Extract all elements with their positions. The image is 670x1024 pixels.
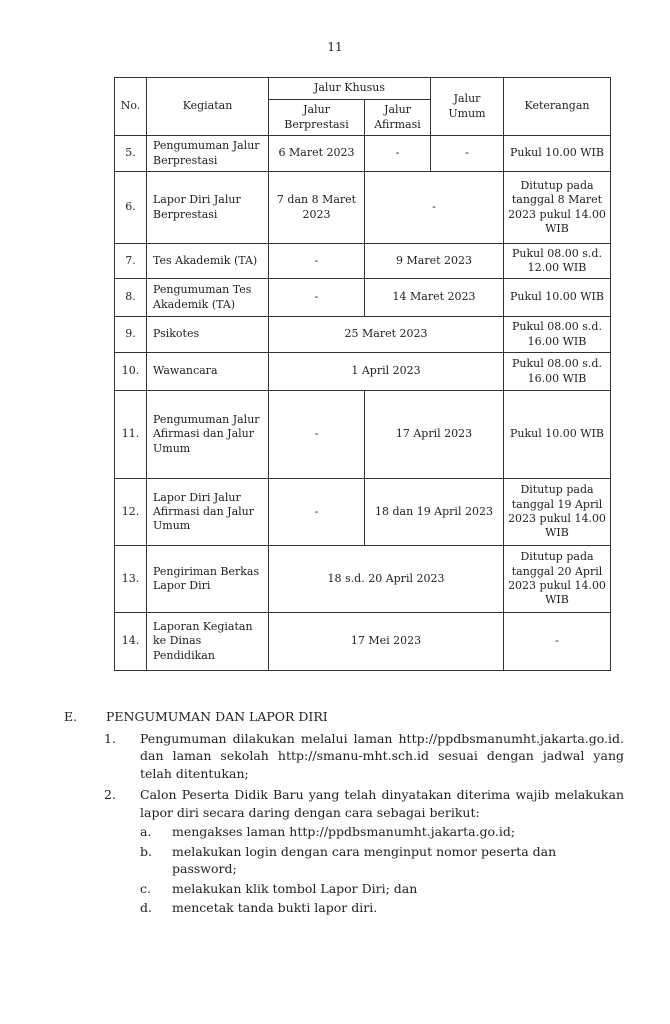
- row-no: 6.: [115, 172, 147, 244]
- row-berprestasi: -: [269, 479, 365, 546]
- table-header-row: [115, 78, 611, 100]
- row-no: 13.: [115, 546, 147, 613]
- row-afirmasi: -: [365, 136, 431, 172]
- sub-item-letter: a.: [140, 824, 152, 839]
- row-kegiatan: Pengiriman Berkas Lapor Diri: [147, 546, 269, 613]
- row-no: 10.: [115, 353, 147, 391]
- row-no: 9.: [115, 317, 147, 353]
- item-number: 2.: [104, 787, 116, 802]
- row-afirmasi-umum: 9 Maret 2023: [365, 244, 504, 279]
- row-afirmasi-umum: 18 dan 19 April 2023: [365, 479, 504, 546]
- header-jalur-umum: Jalur Umum: [431, 78, 504, 136]
- row-keterangan: Pukul 10.00 WIB: [504, 279, 611, 317]
- sub-item-letter: d.: [140, 900, 152, 915]
- row-afirmasi-umum: 17 April 2023: [365, 391, 504, 479]
- sub-item: [64, 823, 624, 841]
- header-jalur-berprestasi: Jalur Berprestasi: [269, 100, 365, 136]
- row-kegiatan: Pengumuman Tes Akademik (TA): [147, 279, 269, 317]
- row-keterangan: Ditutup pada tanggal 20 April 2023 pukul 14.00 WIB: [504, 546, 611, 613]
- row-kegiatan: Pengumuman Jalur Berprestasi: [147, 136, 269, 172]
- row-keterangan: Pukul 10.00 WIB: [504, 136, 611, 172]
- table-row: [115, 136, 611, 172]
- header-jalur-afirmasi: Jalur Afirmasi: [365, 100, 431, 136]
- item-number: 1.: [104, 730, 116, 746]
- sub-item-text: melakukan klik tombol Lapor Diri; dan: [172, 880, 418, 896]
- item-text: Calon Peserta Didik Baru yang telah dinyatakan diterima wajib melakukan lapor diri secara daring dengan cara sebagai berikut:: [140, 787, 624, 820]
- row-keterangan: Pukul 08.00 s.d. 16.00 WIB: [504, 317, 611, 353]
- row-no: 12.: [115, 479, 147, 546]
- row-berprestasi: -: [269, 391, 365, 479]
- row-keterangan: Ditutup pada tanggal 8 Maret 2023 pukul 14.00 WIB: [504, 172, 611, 244]
- header-keterangan: Keterangan: [504, 78, 611, 136]
- header-no: No.: [115, 78, 147, 136]
- row-all-jalur: 18 s.d. 20 April 2023: [269, 546, 504, 613]
- sub-item-text: melakukan login dengan cara menginput nomor peserta dan password;: [172, 843, 557, 876]
- row-keterangan: Pukul 08.00 s.d. 12.00 WIB: [504, 244, 611, 279]
- schedule-table: [114, 77, 611, 671]
- row-afirmasi-umum: -: [365, 172, 504, 244]
- row-keterangan: -: [504, 613, 611, 671]
- section-letter: E.: [64, 709, 78, 724]
- row-keterangan: Pukul 10.00 WIB: [504, 391, 611, 479]
- row-all-jalur: 17 Mei 2023: [269, 613, 504, 671]
- list-item: [64, 730, 624, 783]
- item-text: Pengumuman dilakukan melalui laman http://ppdbsmanumht.jakarta.go.id. dan laman sekolah http://smanu-mht.sch.id sesuai dengan jadwal yang telah ditentukan;: [140, 730, 624, 781]
- sub-item-text: mencetak tanda bukti lapor diri.: [172, 900, 378, 915]
- sub-item: [64, 899, 624, 917]
- section-title: PENGUMUMAN DAN LAPOR DIRI: [106, 709, 328, 724]
- section-heading: [64, 708, 624, 726]
- header-jalur-khusus: Jalur Khusus: [269, 78, 431, 100]
- sub-item: [64, 880, 624, 898]
- row-no: 14.: [115, 613, 147, 671]
- row-kegiatan: Lapor Diri Jalur Afirmasi dan Jalur Umum: [147, 479, 269, 546]
- table-row: [115, 317, 611, 353]
- row-no: 11.: [115, 391, 147, 479]
- row-afirmasi-umum: 14 Maret 2023: [365, 279, 504, 317]
- row-no: 7.: [115, 244, 147, 279]
- page-number: 11: [327, 40, 343, 54]
- table-row: [115, 479, 611, 546]
- row-berprestasi: -: [269, 244, 365, 279]
- row-kegiatan: Laporan Kegiatan ke Dinas Pendidikan: [147, 613, 269, 671]
- row-no: 5.: [115, 136, 147, 172]
- row-all-jalur: 1 April 2023: [269, 353, 504, 391]
- row-keterangan: Ditutup pada tanggal 19 April 2023 pukul 14.00 WIB: [504, 479, 611, 546]
- section-e: [64, 708, 624, 917]
- sub-item-text: mengakses laman http://ppdbsmanumht.jakarta.go.id;: [172, 824, 516, 839]
- row-umum: -: [431, 136, 504, 172]
- table-row: [115, 546, 611, 613]
- row-all-jalur: 25 Maret 2023: [269, 317, 504, 353]
- row-kegiatan: Tes Akademik (TA): [147, 244, 269, 279]
- row-keterangan: Pukul 08.00 s.d. 16.00 WIB: [504, 353, 611, 391]
- sub-item-letter: b.: [140, 843, 152, 859]
- table-row: [115, 244, 611, 279]
- header-kegiatan: Kegiatan: [147, 78, 269, 136]
- table-row: [115, 279, 611, 317]
- table-row: [115, 353, 611, 391]
- list-item: [64, 786, 624, 821]
- sub-item: [64, 843, 624, 878]
- row-kegiatan: Wawancara: [147, 353, 269, 391]
- row-kegiatan: Pengumuman Jalur Afirmasi dan Jalur Umum: [147, 391, 269, 479]
- table-row: [115, 172, 611, 244]
- row-berprestasi: 6 Maret 2023: [269, 136, 365, 172]
- table-row: [115, 613, 611, 671]
- row-berprestasi: 7 dan 8 Maret 2023: [269, 172, 365, 244]
- row-kegiatan: Lapor Diri Jalur Berprestasi: [147, 172, 269, 244]
- table-row: [115, 391, 611, 479]
- sub-item-letter: c.: [140, 880, 151, 896]
- row-no: 8.: [115, 279, 147, 317]
- row-kegiatan: Psikotes: [147, 317, 269, 353]
- row-berprestasi: -: [269, 279, 365, 317]
